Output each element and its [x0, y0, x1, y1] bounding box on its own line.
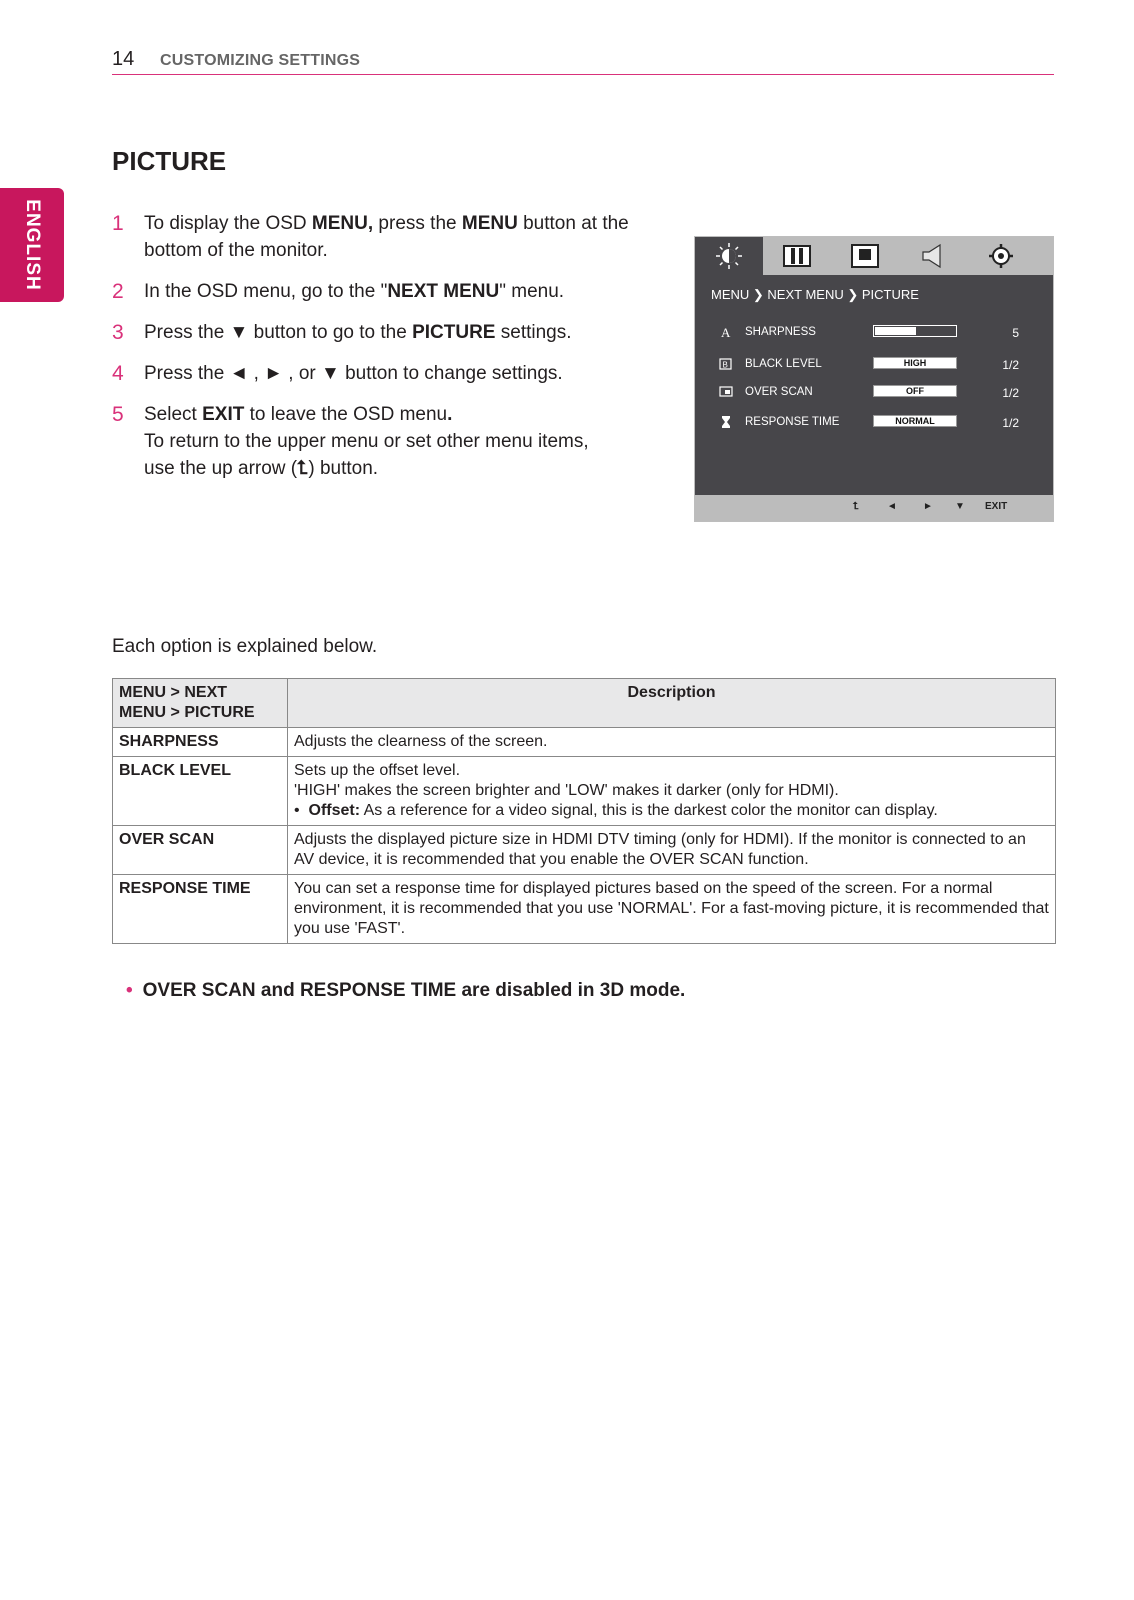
step-text: " menu.: [499, 281, 565, 302]
table-header-row: [113, 679, 1056, 728]
step-text: To return to the upper menu or set other menu items,: [144, 431, 589, 452]
step-5: [112, 401, 632, 482]
step-text: Select: [144, 404, 203, 425]
menu-column-header: [113, 679, 288, 728]
bullet-icon: •: [126, 980, 133, 1001]
option-description: [288, 757, 1056, 826]
step-2: [112, 278, 632, 305]
header-text: MENU > PICTURE: [119, 704, 255, 721]
right-arrow-icon: ►: [923, 501, 933, 512]
sharpness-slider: [873, 325, 957, 337]
language-label: ENGLISH: [22, 199, 43, 291]
speaker-icon: [899, 237, 967, 275]
option-name: BLACK LEVEL: [113, 757, 288, 826]
page-number: 14: [112, 48, 135, 70]
option-description: You can set a response time for displayed pictures based on the speed of the screen. For a normal environment, it is recommended that you use 'NORMAL'. For a fast-moving picture, it is recommended that you use 'FAST'.: [288, 875, 1056, 944]
osd-row-black-level: [695, 355, 1053, 377]
table-row: [113, 875, 1056, 944]
settings-icon: [967, 237, 1035, 275]
over-scan-option: OFF: [906, 386, 924, 396]
table-row: [113, 826, 1056, 875]
steps-list: [112, 210, 632, 496]
step-bold: MENU,: [311, 213, 374, 234]
step-4: [112, 360, 632, 387]
osd-breadcrumb: MENU ❯ NEXT MENU ❯ PICTURE: [711, 287, 919, 302]
over-scan-icon: [719, 385, 733, 399]
response-time-icon: [719, 415, 733, 429]
sharpness-slider-fill: [875, 327, 916, 335]
step-text: In the OSD menu, go to the ": [144, 281, 388, 302]
osd-menu-screenshot: [694, 236, 1054, 522]
color-bars-icon: [763, 237, 831, 275]
osd-button-guide: [695, 495, 1053, 521]
step-bold: EXIT: [202, 404, 245, 425]
step-1: [112, 210, 632, 264]
bullet-text: As a reference for a video signal, this is the darkest color the monitor can display.: [360, 802, 938, 819]
option-name: SHARPNESS: [113, 728, 288, 757]
option-name: RESPONSE TIME: [113, 875, 288, 944]
step-bold: .: [447, 404, 453, 425]
step-bold: PICTURE: [412, 322, 496, 343]
step-text: To display the OSD: [144, 213, 312, 234]
black-level-option-box: [873, 357, 957, 369]
step-text: Press the ▼ button to go to the: [144, 322, 413, 343]
svg-text:B: B: [722, 360, 728, 370]
step-text: ) button.: [308, 458, 379, 479]
option-name: OVER SCAN: [113, 826, 288, 875]
option-description: Adjusts the clearness of the screen.: [288, 728, 1056, 757]
step-text: to leave the OSD menu: [244, 404, 448, 425]
note-text: OVER SCAN and RESPONSE TIME are disabled in 3D mode.: [142, 980, 686, 1001]
picture-icon: [831, 237, 899, 275]
up-arrow-icon: ⮤: [297, 458, 309, 479]
up-arrow-icon: ⮤: [853, 501, 859, 512]
description-line: 'HIGH' makes the screen brighter and 'LOW' makes it darker (only for HDMI).: [294, 782, 839, 799]
table-intro: Each option is explained below.: [112, 636, 378, 657]
black-level-option: HIGH: [903, 358, 927, 368]
step-number: 2: [112, 280, 124, 303]
step-number: 3: [112, 321, 124, 344]
step-bold: MENU: [461, 213, 518, 234]
osd-row-label: OVER SCAN: [745, 386, 813, 398]
osd-row-value: 5: [1012, 326, 1019, 340]
left-arrow-icon: ◄: [887, 501, 897, 512]
osd-row-response-time: [695, 413, 1053, 435]
step-text: button at the bottom of the monitor.: [144, 213, 629, 261]
osd-row-over-scan: [695, 383, 1053, 405]
step-text: use the up arrow (: [144, 458, 298, 479]
osd-row-label: BLACK LEVEL: [745, 358, 822, 370]
brightness-icon: [695, 237, 763, 275]
response-time-option-box: [873, 415, 957, 427]
step-number: 1: [112, 212, 124, 235]
note: [126, 980, 685, 1002]
osd-row-label: RESPONSE TIME: [745, 416, 840, 428]
bullet-label: Offset:: [308, 802, 361, 819]
black-level-icon: [719, 357, 733, 371]
osd-row-value: 1/2: [1002, 386, 1019, 400]
osd-row-sharpness: [695, 323, 1053, 345]
option-description: Adjusts the displayed picture size in HDMI DTV timing (only for HDMI). If the monitor is connected to an AV device, it is recommended that you enable the OVER SCAN function.: [288, 826, 1056, 875]
page-header: [112, 44, 1054, 75]
step-number: 4: [112, 362, 124, 385]
options-table: [112, 678, 1056, 944]
osd-tab-bar: [695, 237, 1053, 275]
down-arrow-icon: ▼: [955, 501, 965, 512]
step-3: [112, 319, 632, 346]
sharpness-icon: [719, 325, 733, 339]
step-bold: NEXT MENU: [387, 281, 500, 302]
description-column-header: Description: [288, 679, 1056, 728]
svg-text:A: A: [721, 325, 731, 339]
table-row: [113, 757, 1056, 826]
page-title: PICTURE: [112, 146, 227, 176]
step-text: Press the ◄ , ► , or ▼ button to change settings.: [144, 363, 563, 384]
response-time-option: NORMAL: [895, 416, 935, 426]
header-text: MENU > NEXT: [119, 684, 228, 701]
over-scan-option-box: [873, 385, 957, 397]
language-tab: [0, 188, 64, 302]
section-title: CUSTOMIZING SETTINGS: [160, 52, 361, 69]
bullet-icon: •: [294, 802, 309, 819]
description-line: Sets up the offset level.: [294, 762, 461, 779]
osd-row-value: 1/2: [1002, 416, 1019, 430]
osd-row-label: SHARPNESS: [745, 326, 816, 338]
step-number: 5: [112, 403, 124, 426]
step-text: settings.: [495, 322, 572, 343]
osd-exit-label: EXIT: [985, 501, 1008, 512]
table-row: [113, 728, 1056, 757]
step-text: press the: [373, 213, 462, 234]
osd-row-value: 1/2: [1002, 358, 1019, 372]
